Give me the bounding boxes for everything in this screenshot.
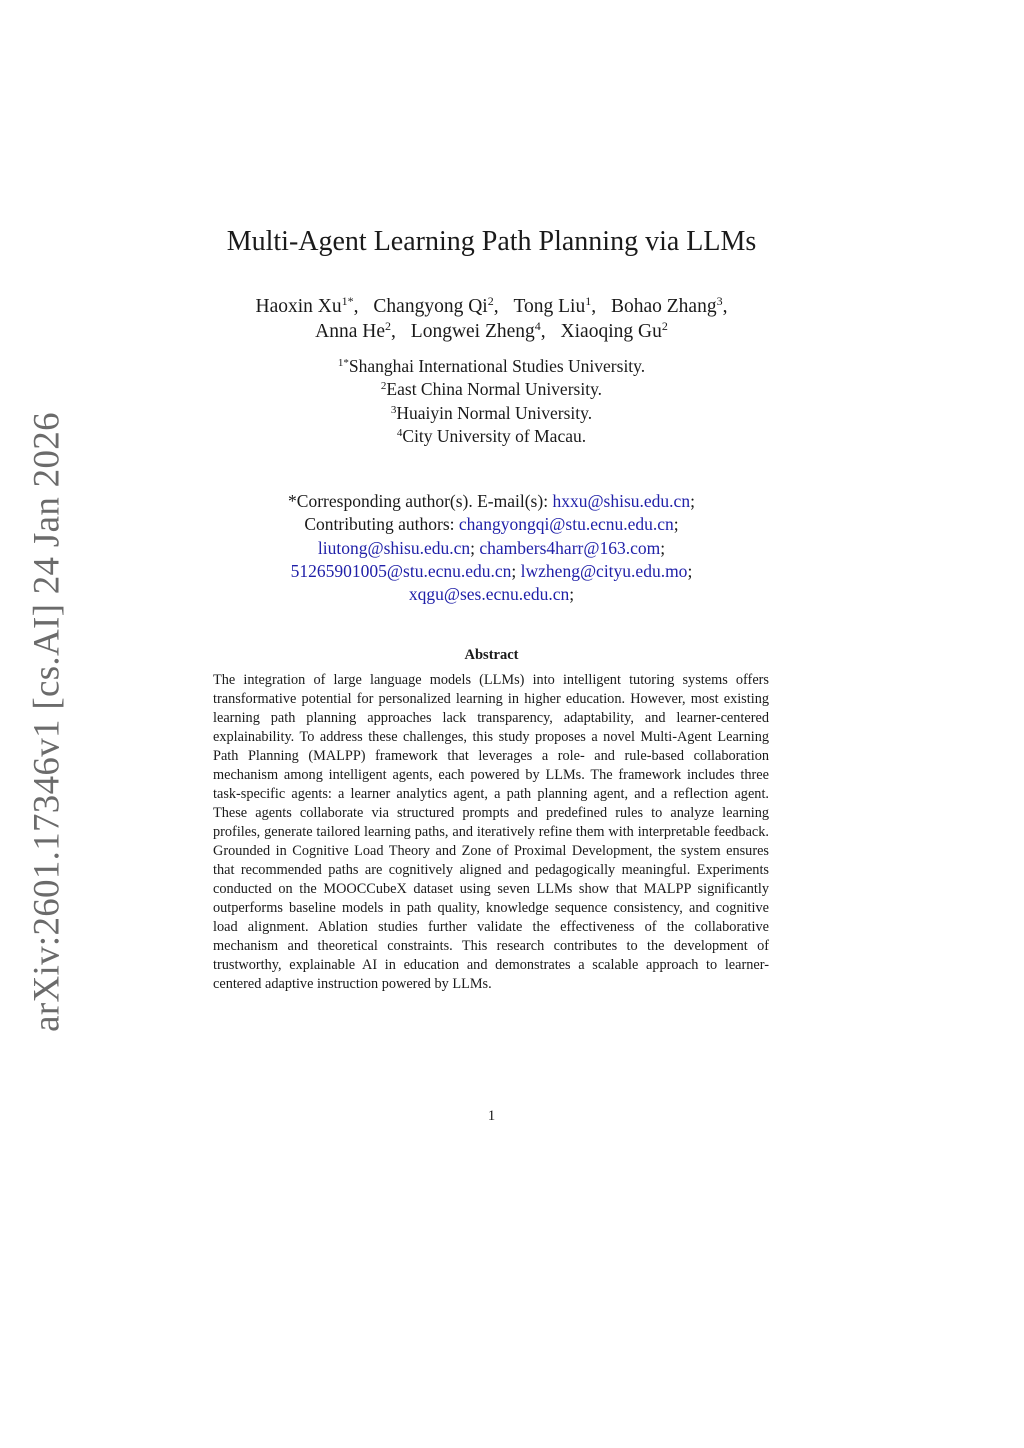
author: Tong Liu$^1$, xyxy=(513,294,597,317)
author-line-1 xyxy=(0,294,983,319)
author-line-2 xyxy=(0,319,983,344)
abstract-body: The integration of large language models (LLMs) into intelligent tutoring systems offers transformative potential for personalized learning in higher education. However, most existing learning path planning approaches lack transparency, adaptability, and learner-centered explainability. To address these challenges, this study proposes a novel Multi-Agent Learning Path Planning (MALPP) framework that leverages a role- and rule-based collaboration mechanism among intelligent agents, each powered by LLMs. The framework includes three task-specific agents: a learner analytics agent, a path planning agent, and a reflection agent. These agents collaborate via structured prompts and predefined rules to analyze learning profiles, generate tailored learning paths, and iteratively refine them with interpretable feedback. Grounded in Cognitive Load Theory and Zone of Proximal Development, the system ensures that recommended paths are cognitively aligned and pedagogically meaningful. Experiments conducted on the MOOCCubeX dataset using seven LLMs show that MALPP significantly outperforms baseline models in path quality, knowledge sequence consistency, and cognitive load alignment. Ablation studies further validate the effectiveness of the collaborative mechanism and theoretical constraints. This research contributes to the development of trustworthy, explainable AI in education and demonstrates a scalable approach to learner-centered adaptive instruction powered by LLMs. xyxy=(213,672,769,992)
contributing-email-link[interactable]: liutong@shisu.edu.cn xyxy=(317,537,471,558)
author: Changyong Qi$^2$, xyxy=(373,294,499,317)
affiliation: $^3$Huaiyin Normal University. xyxy=(390,402,593,423)
contributing-line-4: xqgu@ses.ecnu.edu.cn; xyxy=(408,584,575,605)
author: Bohao Zhang$^3$, xyxy=(610,294,728,317)
author: Xiaoqing Gu$^2$ xyxy=(560,319,668,342)
contributing-email-link[interactable]: lwzheng@cityu.edu.mo xyxy=(520,560,688,581)
arxiv-identifier: arXiv:2601.17346v1 [cs.AI] 24 Jan 2026 xyxy=(26,412,68,1032)
affiliation: $^2$East China Normal University. xyxy=(380,379,603,400)
affiliation: $^{1*}$Shanghai International Studies University. xyxy=(337,356,646,376)
affiliation-list xyxy=(0,355,983,448)
author: Longwei Zheng$^4$, xyxy=(410,319,546,342)
contributing-email-link[interactable]: 51265901005@stu.ecnu.edu.cn xyxy=(290,560,512,581)
affiliation: $^4$City University of Macau. xyxy=(396,425,587,446)
author: Anna He$^2$, xyxy=(315,319,396,342)
corresponding-label: *Corresponding author(s). E-mail(s): xyxy=(288,491,549,511)
corresponding-email-link[interactable]: hxxu@shisu.edu.cn xyxy=(552,491,691,511)
contributing-line-1: Contributing authors: changyongqi@stu.ecnu.edu.cn; xyxy=(304,514,679,535)
contributing-email-link[interactable]: chambers4harr@163.com xyxy=(479,537,661,558)
contributing-email-link[interactable]: changyongqi@stu.ecnu.edu.cn xyxy=(458,514,674,535)
corresponding-line: *Corresponding author(s). E-mail(s): hxxu@shisu.edu.cn; xyxy=(288,491,695,511)
contact-block xyxy=(0,490,983,606)
page-number: 1 xyxy=(487,1108,496,1124)
author: Haoxin $Xu^{1*}$, xyxy=(255,294,359,317)
contributing-email-link[interactable]: xqgu@ses.ecnu.edu.cn xyxy=(408,584,570,605)
author-list xyxy=(0,294,983,344)
contributing-line-2: liutong@shisu.edu.cn; chambers4harr@163.com; xyxy=(317,537,666,558)
contributing-line-3: 51265901005@stu.ecnu.edu.cn; lwzheng@cityu.edu.mo; xyxy=(290,560,693,581)
contributing-label: Contributing authors: xyxy=(304,514,455,535)
paper-title: Multi-Agent Learning Path Planning via LLMs xyxy=(226,226,757,257)
abstract-heading: Abstract xyxy=(464,647,519,663)
